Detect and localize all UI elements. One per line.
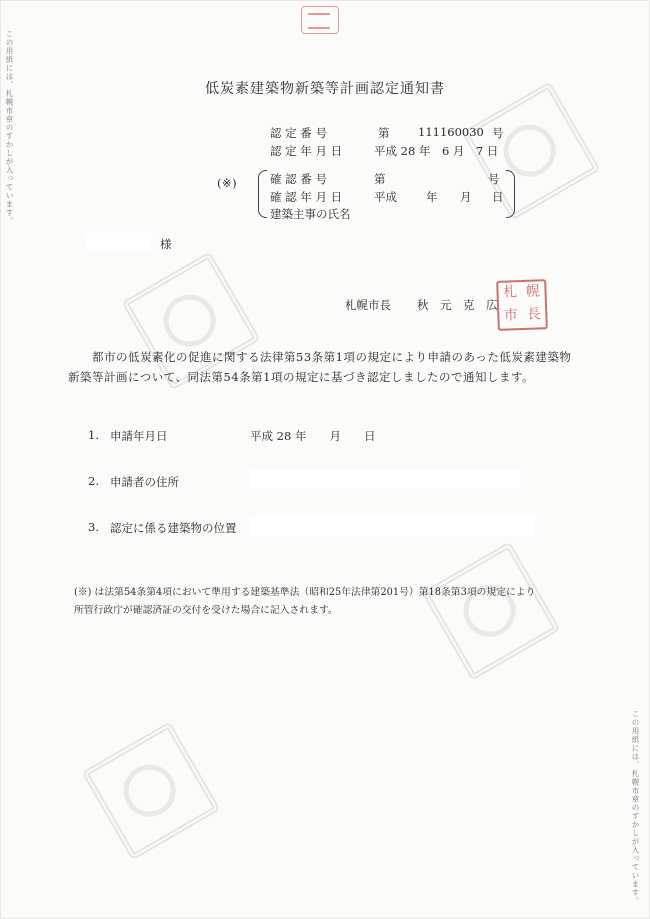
note-line: 所管行政庁が確認済証の交付を受けた場合に記入されます。	[74, 605, 338, 616]
seal-char: 市	[503, 307, 519, 324]
issuer-title: 札幌市長	[345, 298, 391, 312]
conf-date-era: 平成	[374, 190, 397, 204]
seal-char: 長	[526, 306, 542, 323]
item-number: 2.	[88, 474, 99, 488]
cert-date-label: 認 定 年 月 日	[270, 144, 343, 158]
side-note-left: この用紙には、札幌市章のすかしが入っています。	[5, 30, 14, 226]
cert-number-suffix: 号	[492, 126, 504, 140]
official-seal	[496, 279, 548, 331]
conf-number-prefix: 第	[374, 172, 386, 186]
bracket-left	[258, 170, 267, 218]
bracket-right	[506, 170, 515, 218]
body-line: 新築等計画について、同法第54条第1項の規定に基づき認定しましたので通知します。	[68, 370, 535, 384]
seal-char: 札	[502, 284, 518, 301]
redacted-address	[250, 470, 520, 488]
redacted-location	[250, 516, 535, 536]
body-line: 都市の低炭素化の促進に関する法律第53条第1項の規定により申請のあった低炭素建築物	[92, 350, 572, 364]
footnote	[74, 584, 574, 620]
redacted-recipient	[85, 233, 151, 251]
watermark-icon	[81, 721, 220, 860]
conf-date-year: 年	[426, 190, 438, 204]
item-label: 申請年月日	[110, 429, 168, 443]
cert-number-value: 111160030	[418, 125, 484, 139]
item-number: 3.	[88, 520, 99, 534]
conf-date-label: 確 認 年 月 日	[270, 190, 343, 204]
cert-date-value: 平成 28 年 6 月 7 日	[374, 144, 499, 158]
side-note-right: この用紙には、札幌市章のすかしが入っています。	[631, 710, 640, 906]
item-label: 申請者の住所	[110, 475, 179, 489]
conf-date-day: 日	[492, 190, 504, 204]
top-seal-mark-icon	[301, 6, 339, 34]
recipient-suffix: 様	[160, 237, 172, 251]
item-number: 1.	[88, 428, 99, 442]
conf-number-label: 確 認 番 号	[270, 172, 327, 186]
seal-char: 幌	[525, 283, 541, 300]
item-label: 認定に係る建築物の位置	[110, 521, 237, 535]
item-value: 平成 28 年 月 日	[250, 429, 376, 443]
conf-owner-label: 建築主事の氏名	[270, 207, 351, 221]
cert-number-prefix: 第	[378, 126, 390, 140]
conf-number-suffix: 号	[488, 172, 500, 186]
cert-number-label: 認 定 番 号	[270, 126, 327, 140]
issuer-name: 秋 元 克 広	[417, 298, 498, 312]
note-line: (※) は法第54条第4項において準用する建築基準法（昭和25年法律第201号）第18条第3項の規定により	[74, 587, 536, 598]
document-title: 低炭素建築物新築等計画認定通知書	[205, 81, 445, 97]
notice-body	[68, 347, 588, 387]
confirmation-asterisk: (※)	[217, 176, 238, 190]
conf-date-month: 月	[460, 190, 472, 204]
